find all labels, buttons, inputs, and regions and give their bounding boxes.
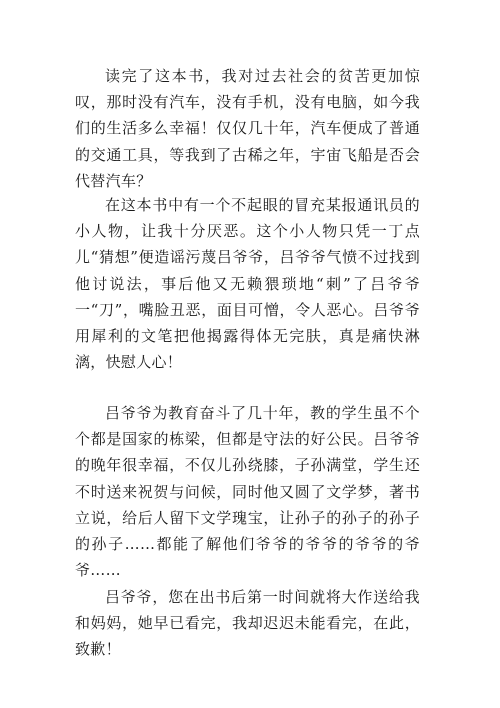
paragraph-1: 读完了这本书，我对过去社会的贫苦更加惊叹，那时没有汽车，没有手机，没有电脑，如今我们的生活多么幸福！仅仅几十年，汽车便成了普通的交通工具，等我到了古稀之年，宇宙飞船是否会代替汽车？ [75, 67, 420, 190]
paragraph-3: 吕爷爷为教育奋斗了几十年，教的学生虽不个个都是国家的栋梁，但都是守法的好公民。吕爷爷的晚年很幸福，不仅儿孙绕膝，子孙满堂，学生还不时送来祝贺与问候，同时他又圆了文学梦，著书立说，给后人留下文学瑰宝，让孙子的孙子的孙子的孙子……都能了解他们爷爷的爷爷的爷爷的爷爷…… [75, 404, 420, 580]
paragraph-4: 吕爷爷，您在出书后第一时间就将大作送给我和妈妈，她早已看完，我却迟迟未能看完，在此，致歉！ [75, 588, 420, 659]
paragraph-2: 在这本书中有一个不起眼的冒充某报通讯员的小人物，让我十分厌恶。这个小人物只凭一丁点儿“猜想”便造谣污蔑吕爷爷，吕爷爷气愤不过找到他讨说法，事后他又无赖猥琐地“刺”了吕爷爷一“刀”，嘴脸丑恶，面目可憎，令人恶心。吕爷爷用犀利的文笔把他揭露得体无完肤，真是痛快淋漓，快慰人心！ [75, 196, 420, 372]
